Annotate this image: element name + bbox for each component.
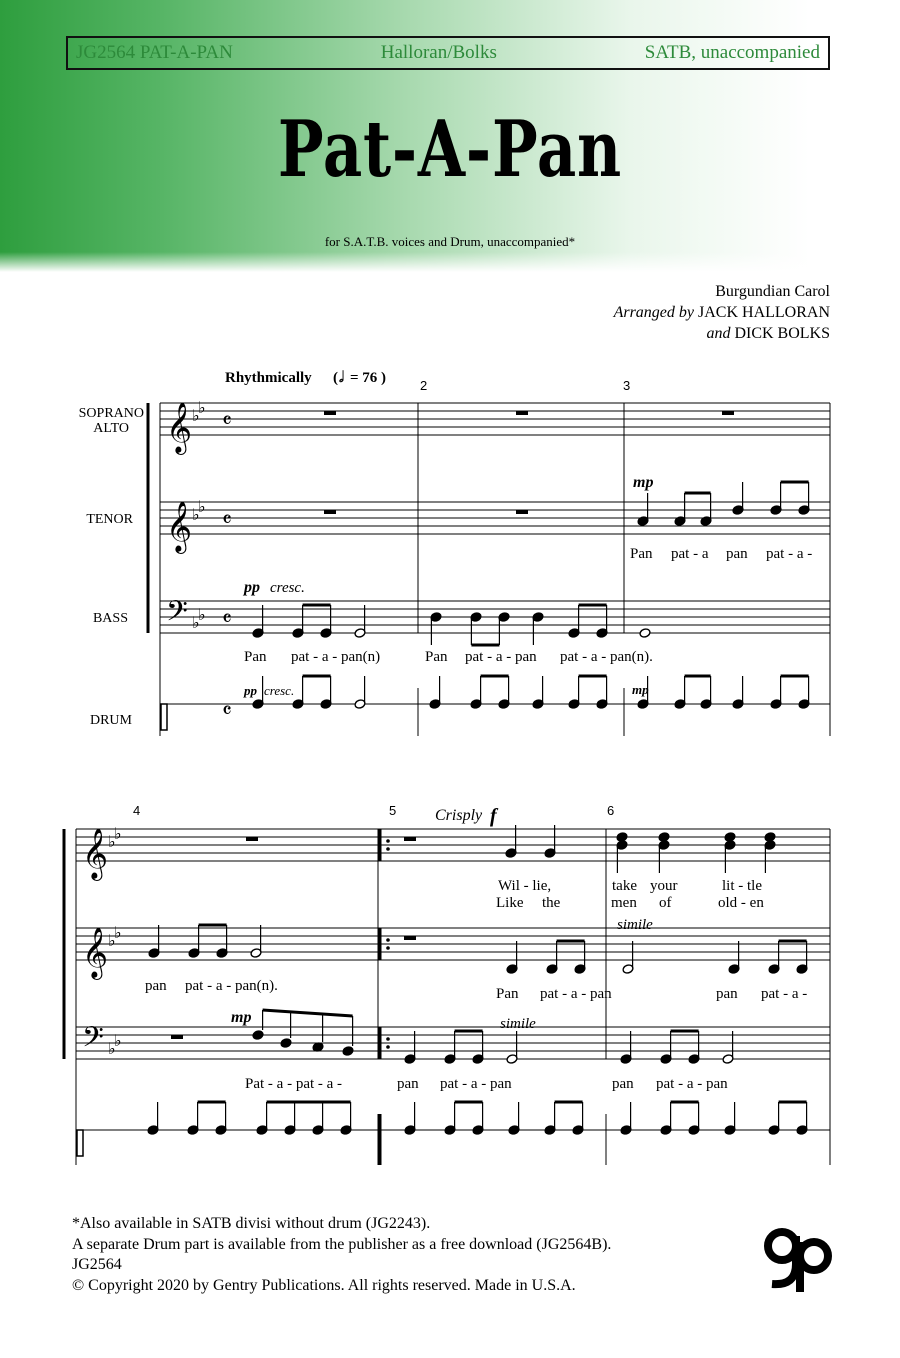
key-signature-flat: ♭ xyxy=(114,824,122,843)
part-label-drum: DRUM xyxy=(89,713,132,728)
whole-rest xyxy=(404,936,416,940)
key-signature-flat: ♭ xyxy=(114,923,122,942)
lyric: Like xyxy=(496,895,524,911)
cresc-marking: cresc. xyxy=(264,683,295,698)
common-time-icon: 𝄴 xyxy=(222,409,232,434)
note xyxy=(252,1030,264,1041)
subtitle: for S.A.T.B. voices and Drum, unaccompanied* xyxy=(324,234,576,249)
repeat-dot xyxy=(386,946,390,950)
header-composers: Halloran/Bolks xyxy=(380,42,497,63)
dynamic-mp: mp xyxy=(633,474,654,491)
half-note-icon: 𝅗𝅥 xyxy=(339,370,344,386)
repeat-dot xyxy=(386,1045,390,1049)
measure-number: 2 xyxy=(420,378,428,393)
dynamic-f: f xyxy=(490,805,497,827)
whole-rest xyxy=(324,411,336,415)
part-label-alto: ALTO xyxy=(93,421,129,436)
note xyxy=(724,832,736,843)
whole-rest xyxy=(246,837,258,841)
bass-clef-icon: 𝄢 xyxy=(166,595,188,635)
lyric: Pan xyxy=(425,649,448,665)
footnotes xyxy=(72,1214,611,1296)
lyric: Pan xyxy=(244,649,267,665)
header-voicing: SATB, unaccompanied xyxy=(644,42,820,63)
credit-arranger1: Arranged by JACK HALLORAN xyxy=(613,304,830,321)
note xyxy=(616,832,628,843)
crisply-marking: Crisply xyxy=(435,807,483,824)
footnote-line: A separate Drum part is available from the publisher as a free download (JG2564B). xyxy=(72,1235,612,1253)
lyric: pat - a - pan(n). xyxy=(560,649,653,665)
key-signature-flat: ♭ xyxy=(114,1031,122,1050)
measure-number: 5 xyxy=(389,803,397,818)
simile-marking: simile xyxy=(500,1016,536,1032)
lyric: old - en xyxy=(718,895,764,911)
dynamic-pp: pp xyxy=(244,579,260,596)
bass-clef-icon: 𝄢 xyxy=(82,1021,104,1061)
dynamic-mp: mp xyxy=(231,1009,252,1026)
lyric: pat - a - pan xyxy=(465,649,537,665)
measure-number: 3 xyxy=(623,378,631,393)
whole-rest xyxy=(324,510,336,514)
key-signature-flat: ♭ xyxy=(198,605,206,624)
key-signature-flat: ♭ xyxy=(108,1039,116,1058)
note xyxy=(280,1038,292,1049)
dynamic-mp: mp xyxy=(632,682,649,697)
lyric: pat - a - pan xyxy=(540,986,612,1002)
repeat-dot xyxy=(386,938,390,942)
key-signature-flat: ♭ xyxy=(192,613,200,632)
repeat-dot xyxy=(386,1037,390,1041)
lyric: of xyxy=(659,895,672,911)
lyric: pan xyxy=(397,1076,419,1092)
lyric: lit - tle xyxy=(722,878,762,894)
lyric: pat - a - pan(n) xyxy=(291,649,381,665)
lyric: pat - a - pan xyxy=(440,1076,512,1092)
simile-marking: simile xyxy=(617,917,653,933)
page-title: Pat-A-Pan xyxy=(277,104,623,195)
measure-number: 6 xyxy=(607,803,615,818)
treble-clef-icon: 𝄞 xyxy=(82,927,109,978)
lyric: pan xyxy=(726,546,748,562)
credit-arranger2: and DICK BOLKS xyxy=(706,325,830,342)
lyric: pat - a - xyxy=(766,546,813,562)
gp-logo-icon xyxy=(760,1220,840,1300)
lyric: the xyxy=(542,895,561,911)
lyric: take xyxy=(612,878,637,894)
note xyxy=(342,1046,354,1057)
tempo-paren-close: ) xyxy=(381,370,386,386)
whole-rest xyxy=(171,1035,183,1039)
whole-rest xyxy=(404,837,416,841)
treble-clef-icon: 𝄞 xyxy=(166,501,193,552)
metronome-value: = 76 xyxy=(350,370,378,386)
lyric: pan xyxy=(612,1076,634,1092)
lyric: pat - a xyxy=(671,546,709,562)
lyric: pat - a - pan xyxy=(656,1076,728,1092)
common-time-icon: 𝄴 xyxy=(222,699,232,724)
key-signature-flat: ♭ xyxy=(198,398,206,417)
lyric: Pat - a - pat - a - xyxy=(245,1076,343,1092)
beam xyxy=(263,1010,353,1016)
repeat-dot xyxy=(386,839,390,843)
note xyxy=(764,832,776,843)
key-signature-flat: ♭ xyxy=(108,931,116,950)
part-label-soprano: SOPRANO xyxy=(78,406,144,421)
footnote-line: JG2564 xyxy=(72,1256,122,1273)
lyric: Wil - lie, xyxy=(498,878,552,894)
cresc-marking: cresc. xyxy=(270,580,305,596)
whole-note xyxy=(639,628,651,639)
percussion-clef-icon xyxy=(77,1130,83,1156)
tempo-paren-open: ( xyxy=(333,370,338,386)
lyric: pat - a - xyxy=(761,986,808,1002)
whole-rest xyxy=(516,411,528,415)
whole-rest xyxy=(516,510,528,514)
common-time-icon: 𝄴 xyxy=(222,607,232,632)
lyric: Pan xyxy=(630,546,653,562)
key-signature-flat: ♭ xyxy=(192,505,200,524)
header-code-title: JG2564 PAT-A-PAN xyxy=(76,42,233,63)
credit-origin: Burgundian Carol xyxy=(715,283,830,300)
footnote-line: *Also available in SATB divisi without drum (JG2243). xyxy=(72,1215,431,1232)
lyric: pan xyxy=(716,986,738,1002)
tempo-marking: Rhythmically xyxy=(225,370,312,386)
common-time-icon: 𝄴 xyxy=(222,508,232,533)
whole-rest xyxy=(722,411,734,415)
lyric: pat - a - pan(n). xyxy=(185,978,278,994)
percussion-clef-icon xyxy=(161,704,167,730)
repeat-dot xyxy=(386,847,390,851)
dynamic-pp: pp xyxy=(244,683,257,698)
lyric: Pan xyxy=(496,986,519,1002)
lyric: pan xyxy=(145,978,167,994)
key-signature-flat: ♭ xyxy=(198,497,206,516)
treble-clef-icon: 𝄞 xyxy=(82,828,109,879)
key-signature-flat: ♭ xyxy=(108,832,116,851)
lyric: your xyxy=(650,878,678,894)
lyric: men xyxy=(611,895,637,911)
treble-clef-icon: 𝄞 xyxy=(166,402,193,453)
key-signature-flat: ♭ xyxy=(192,406,200,425)
part-label-bass: BASS xyxy=(92,611,128,626)
part-label-tenor: TENOR xyxy=(86,512,133,527)
note xyxy=(658,832,670,843)
copyright-line: © Copyright 2020 by Gentry Publications. All rights reserved. Made in U.S.A. xyxy=(72,1276,576,1294)
measure-number: 4 xyxy=(133,803,141,818)
